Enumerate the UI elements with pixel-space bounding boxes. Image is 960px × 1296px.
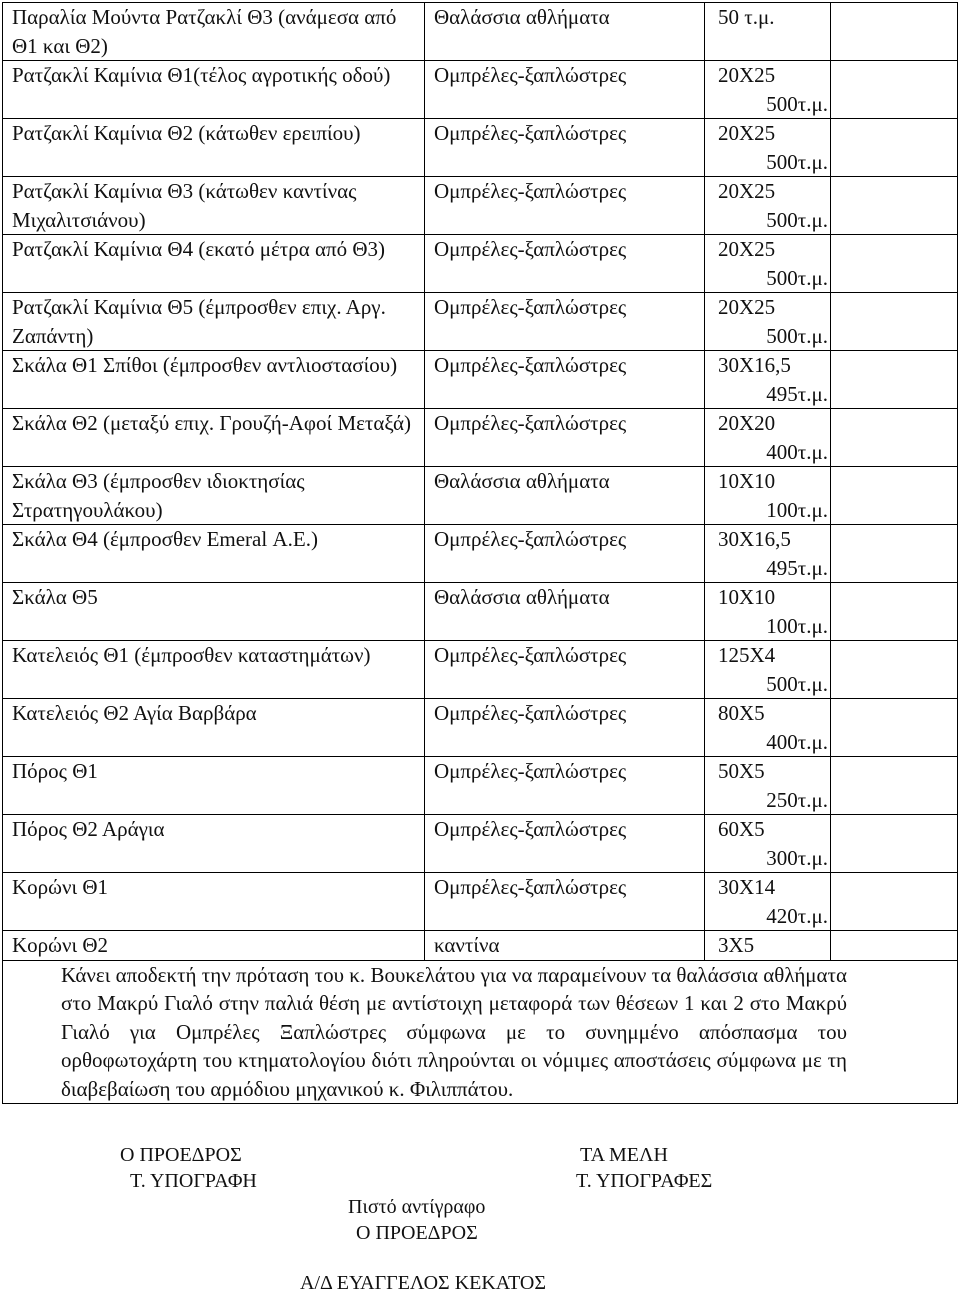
size-area: 420τ.μ. [766, 903, 828, 928]
size-dimensions: 60Χ5 [718, 817, 765, 841]
table-row [3, 815, 958, 873]
members-title: ΤΑ ΜΕΛΗ [580, 1144, 668, 1166]
empty-cell [831, 467, 958, 525]
table-row [3, 119, 958, 177]
decision-row [3, 960, 958, 1104]
table-row [3, 583, 958, 641]
empty-cell [831, 351, 958, 409]
location-cell: Ρατζακλί Καμίνια Θ3 (κάτωθεν καντίνας Μιχαλιτσιάνου) [3, 177, 425, 235]
president-title: Ο ΠΡΟΕΔΡΟΣ [120, 1144, 242, 1166]
size-dimensions: 3Χ5 [718, 933, 755, 957]
use-cell: Ομπρέλες-ξαπλώστρες [425, 641, 705, 699]
size-cell [705, 641, 831, 699]
table-row [3, 409, 958, 467]
table-row [3, 293, 958, 351]
president-signature: Τ. ΥΠΟΓΡΑΦΗ [130, 1170, 257, 1192]
empty-cell [831, 61, 958, 119]
empty-cell [831, 119, 958, 177]
empty-cell [831, 409, 958, 467]
use-cell: Ομπρέλες-ξαπλώστρες [425, 699, 705, 757]
table-row [3, 235, 958, 293]
size-cell [705, 699, 831, 757]
use-cell: Ομπρέλες-ξαπλώστρες [425, 409, 705, 467]
empty-cell [831, 873, 958, 931]
size-dimensions: 30Χ14 [718, 875, 776, 899]
table-row [3, 351, 958, 409]
size-cell [705, 757, 831, 815]
use-cell: Ομπρέλες-ξαπλώστρες [425, 351, 705, 409]
use-cell: Ομπρέλες-ξαπλώστρες [425, 119, 705, 177]
size-dimensions: 10Χ10 [718, 469, 776, 493]
table-row [3, 61, 958, 119]
use-cell: Ομπρέλες-ξαπλώστρες [425, 235, 705, 293]
size-area: 100τ.μ. [766, 613, 828, 638]
size-cell [705, 119, 831, 177]
size-dimensions: 20Χ25 [718, 295, 776, 319]
use-cell: Ομπρέλες-ξαπλώστρες [425, 757, 705, 815]
size-dimensions: 30Χ16,5 [718, 527, 791, 551]
size-dimensions: 20Χ25 [718, 63, 776, 87]
location-cell: Σκάλα Θ1 Σπίθοι (έμπροσθεν αντλιοστασίου) [3, 351, 425, 409]
size-area: 495τ.μ. [766, 381, 828, 406]
copy-signatory-name: Α/Δ ΕΥΑΓΓΕΛΟΣ ΚΕΚΑΤΟΣ [300, 1272, 546, 1294]
empty-cell [831, 815, 958, 873]
size-area: 100τ.μ. [766, 497, 828, 522]
size-cell [705, 409, 831, 467]
size-cell [705, 3, 831, 61]
table-row [3, 467, 958, 525]
use-cell: καντίνα [425, 931, 705, 961]
use-cell: Ομπρέλες-ξαπλώστρες [425, 525, 705, 583]
location-cell: Κατελειός Θ2 Αγία Βαρβάρα [3, 699, 425, 757]
size-cell [705, 931, 831, 961]
table-row [3, 873, 958, 931]
decision-text: Κάνει αποδεκτή την πρόταση του κ. Βουκελάτου για να παραμείνουν τα θαλάσσια αθλήματα στο Μακρύ Γιαλό στην παλιά θέση με αντίστοιχη μεταφορά των θέσεων 1 και 2 στο Μακρύ Γιαλό για Ομπρέλες Ξαπλώστρες σύμφωνα με το συνημμένο απόσπασμα του ορθοφωτοχάρτη του κτηματολογίου διότι πληρούνται οι νόμιμες αποστάσεις σύμφωνα με τη διαβεβαίωση του αρμόδιου μηχανικού κ. Φιλιππάτου. [61, 962, 847, 1101]
location-cell: Κορώνι Θ1 [3, 873, 425, 931]
use-cell: Ομπρέλες-ξαπλώστρες [425, 293, 705, 351]
size-dimensions: 50Χ5 [718, 759, 765, 783]
copy-president-title: Ο ΠΡΟΕΔΡΟΣ [356, 1222, 478, 1244]
size-cell [705, 467, 831, 525]
size-cell [705, 815, 831, 873]
empty-cell [831, 583, 958, 641]
use-cell: Θαλάσσια αθλήματα [425, 3, 705, 61]
table-body [3, 3, 958, 1104]
size-cell [705, 873, 831, 931]
size-area: 250τ.μ. [766, 787, 828, 812]
size-cell [705, 235, 831, 293]
size-area: 500τ.μ. [766, 323, 828, 348]
size-area: 300τ.μ. [766, 845, 828, 870]
empty-cell [831, 699, 958, 757]
location-cell: Πόρος Θ1 [3, 757, 425, 815]
location-cell: Σκάλα Θ5 [3, 583, 425, 641]
table-row [3, 177, 958, 235]
size-area: 500τ.μ. [766, 149, 828, 174]
size-area: 500τ.μ. [766, 265, 828, 290]
empty-cell [831, 525, 958, 583]
location-cell: Ρατζακλί Καμίνια Θ5 (έμπροσθεν επιχ. Αργ. Ζαπάντη) [3, 293, 425, 351]
table-row [3, 699, 958, 757]
certified-copy-label: Πιστό αντίγραφο [348, 1196, 486, 1218]
use-cell: Ομπρέλες-ξαπλώστρες [425, 177, 705, 235]
use-cell: Θαλάσσια αθλήματα [425, 467, 705, 525]
location-cell: Σκάλα Θ2 (μεταξύ επιχ. Γρουζή-Αφοί Μεταξά) [3, 409, 425, 467]
empty-cell [831, 177, 958, 235]
members-signature: Τ. ΥΠΟΓΡΑΦΕΣ [576, 1170, 713, 1192]
empty-cell [831, 931, 958, 961]
size-cell [705, 61, 831, 119]
size-dimensions: 125Χ4 [718, 643, 776, 667]
size-cell [705, 525, 831, 583]
location-cell: Ρατζακλί Καμίνια Θ1(τέλος αγροτικής οδού) [3, 61, 425, 119]
location-cell: Κατελειός Θ1 (έμπροσθεν καταστημάτων) [3, 641, 425, 699]
location-cell: Παραλία Μούντα Ρατζακλί Θ3 (ανάμεσα από Θ1 και Θ2) [3, 3, 425, 61]
size-dimensions: 30Χ16,5 [718, 353, 791, 377]
size-area: 495τ.μ. [766, 555, 828, 580]
table-row [3, 3, 958, 61]
size-cell [705, 177, 831, 235]
location-cell: Ρατζακλί Καμίνια Θ4 (εκατό μέτρα από Θ3) [3, 235, 425, 293]
empty-cell [831, 3, 958, 61]
size-dimensions: 20Χ25 [718, 121, 776, 145]
empty-cell [831, 235, 958, 293]
beach-allocation-table [2, 2, 958, 1104]
size-area: 500τ.μ. [766, 91, 828, 116]
location-cell: Κορώνι Θ2 [3, 931, 425, 961]
location-cell: Σκάλα Θ3 (έμπροσθεν ιδιοκτησίας Στρατηγουλάκου) [3, 467, 425, 525]
size-dimensions: 20Χ25 [718, 237, 776, 261]
size-area: 400τ.μ. [766, 439, 828, 464]
size-cell [705, 351, 831, 409]
use-cell: Ομπρέλες-ξαπλώστρες [425, 873, 705, 931]
empty-cell [831, 293, 958, 351]
size-dimensions: 20Χ20 [718, 411, 776, 435]
size-cell [705, 583, 831, 641]
size-dimensions: 50 τ.μ. [718, 5, 775, 29]
location-cell: Σκάλα Θ4 (έμπροσθεν Emeral Α.Ε.) [3, 525, 425, 583]
size-area: 500τ.μ. [766, 207, 828, 232]
use-cell: Θαλάσσια αθλήματα [425, 583, 705, 641]
empty-cell [831, 641, 958, 699]
decision-cell [3, 960, 958, 1104]
empty-cell [831, 757, 958, 815]
use-cell: Ομπρέλες-ξαπλώστρες [425, 815, 705, 873]
size-area: 400τ.μ. [766, 729, 828, 754]
size-dimensions: 80Χ5 [718, 701, 765, 725]
table-row [3, 525, 958, 583]
size-area: 500τ.μ. [766, 671, 828, 696]
size-dimensions: 20Χ25 [718, 179, 776, 203]
size-dimensions: 10Χ10 [718, 585, 776, 609]
use-cell: Ομπρέλες-ξαπλώστρες [425, 61, 705, 119]
table-row [3, 757, 958, 815]
location-cell: Ρατζακλί Καμίνια Θ2 (κάτωθεν ερειπίου) [3, 119, 425, 177]
size-cell [705, 293, 831, 351]
table-row [3, 641, 958, 699]
table-row [3, 931, 958, 961]
location-cell: Πόρος Θ2 Αράγια [3, 815, 425, 873]
